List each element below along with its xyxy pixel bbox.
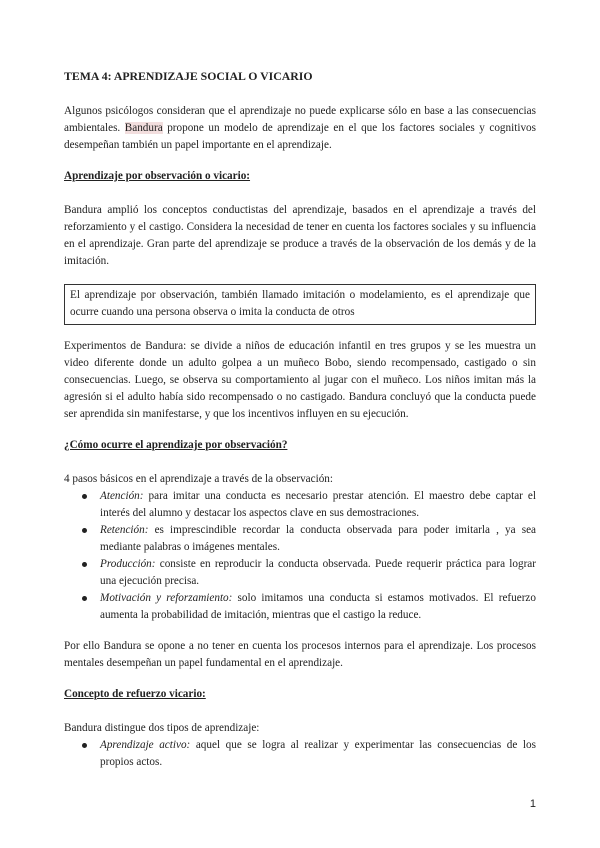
item-text: solo imitamos una conducta si estamos motivados. El refuerzo aumenta la probabilidad de imitación, mientras que el castigo la reduce.	[100, 592, 536, 621]
intro-paragraph	[64, 103, 536, 154]
observacion-paragraph: Bandura amplió los conceptos conductistas del aprendizaje, basados en el aprendizaje a través del reforzamiento y el castigo. Considera la necesidad de tener en cuenta los factores sociales y su influencia en el aprendizaje. Gran parte del aprendizaje se produce a través de la observación de los demás y de la imitación.	[64, 204, 536, 267]
item-term: Producción:	[100, 558, 156, 570]
document-title: TEMA 4: APRENDIZAJE SOCIAL O VICARIO	[64, 69, 313, 83]
item-text: es imprescindible recordar la conducta observada para poder imitarla , ya sea mediante palabras o imágenes mentales.	[100, 524, 536, 553]
steps-lead: 4 pasos básicos en el aprendizaje a través de la observación:	[64, 473, 334, 485]
section-heading-refuerzo-vicario: Concepto de refuerzo vicario:	[64, 688, 206, 700]
experiment-paragraph: Experimentos de Bandura: se divide a niños de educación infantil en tres grupos y se les muestra un video diferente donde un adulto golpea a un muñeco Bobo, siendo recompensado, castigado o sin consecuencias. Luego, se observa su comportamiento al jugar con el muñeco. Los niños imitan más la agresión si el adulto había sido recompensado o no castigado. Bandura concluyó que la conducta puede ser aprendida sin manifestarse, y que los incentivos influyen en su ejecución.	[64, 340, 536, 420]
definition-box: El aprendizaje por observación, también llamado imitación o modelamiento, es el aprendizaje que ocurre cuando una persona observa o imita la conducta de otros	[64, 284, 536, 325]
item-term: Motivación y reforzamiento:	[100, 592, 233, 604]
bullet-icon	[82, 562, 87, 567]
types-list	[64, 737, 536, 771]
item-term: Aprendizaje activo:	[100, 739, 191, 751]
section-heading-como-ocurre: ¿Cómo ocurre el aprendizaje por observación?	[64, 439, 288, 451]
bullet-icon	[82, 494, 87, 499]
item-text: para imitar una conducta es necesario prestar atención. El maestro debe captar el interés del alumno y destacar los aspectos clave en sus demostraciones.	[100, 490, 536, 519]
highlighted-word: Bandura	[124, 122, 163, 134]
item-term: Atención:	[100, 490, 144, 502]
list-item	[82, 556, 536, 590]
list-item	[82, 522, 536, 556]
types-lead: Bandura distingue dos tipos de aprendizaje:	[64, 722, 260, 734]
closing-paragraph: Por ello Bandura se opone a no tener en cuenta los procesos internos para el aprendizaje. Los procesos mentales desempeñan un papel fundamental en el aprendizaje.	[64, 640, 536, 669]
list-item	[82, 737, 536, 771]
section-heading-observacion: Aprendizaje por observación o vicario:	[64, 170, 251, 182]
bullet-icon	[82, 743, 87, 748]
item-text: consiste en reproducir la conducta observada. Puede requerir práctica para lograr una ejecución precisa.	[100, 558, 536, 587]
list-item	[82, 488, 536, 522]
intro-text-start: Algunos psicólogos consideran que el aprendizaje no puede explicarse sólo en base a las consecuencias ambientales.	[64, 105, 536, 134]
list-item	[82, 590, 536, 624]
steps-list	[64, 488, 536, 624]
item-text: aquel que se logra al realizar y experimentar las consecuencias de los propios actos.	[100, 739, 536, 768]
item-term: Retención:	[100, 524, 149, 536]
bullet-icon	[82, 596, 87, 601]
bullet-icon	[82, 528, 87, 533]
intro-text-end: propone un modelo de aprendizaje en el que los factores sociales y cognitivos desempeñan también un papel importante en el aprendizaje.	[64, 122, 536, 151]
page-number: 1	[529, 798, 536, 810]
page-content	[64, 68, 536, 771]
